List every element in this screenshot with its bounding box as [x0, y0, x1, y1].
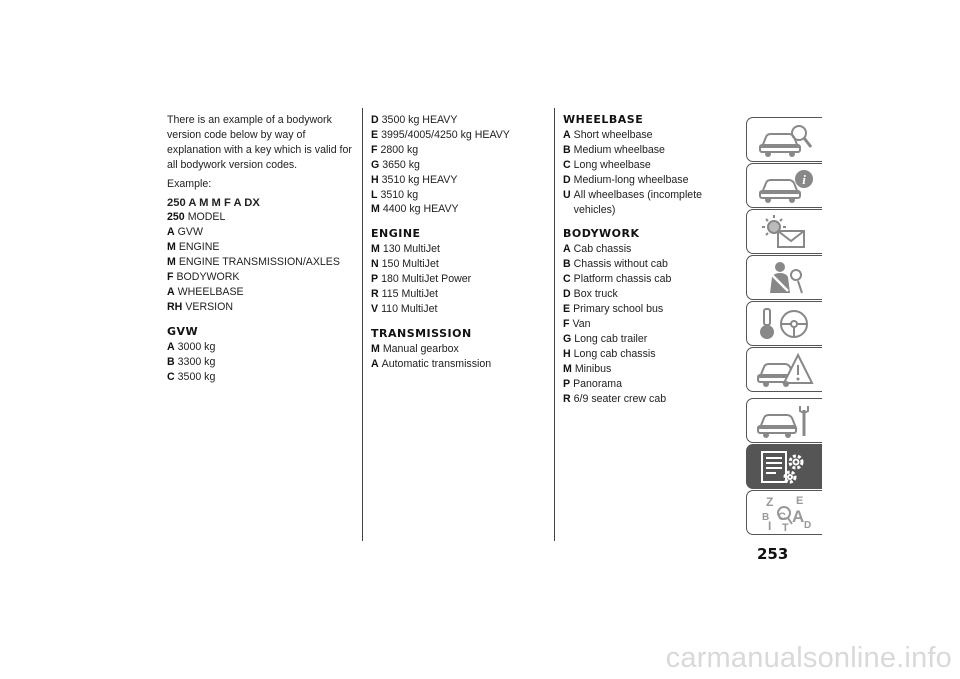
key-value: 2800 kg [380, 143, 419, 156]
key-value: Box truck [573, 288, 618, 301]
key-value: 115 MultiJet [381, 288, 438, 301]
key-value: ENGINE TRANSMISSION/AXLES [178, 256, 340, 269]
key-value: Medium-long wheelbase [573, 173, 689, 186]
engine-heading: ENGINE [371, 227, 421, 241]
gvw-list [167, 340, 353, 385]
index-letter: E [795, 494, 803, 507]
key-letter: M [563, 362, 572, 375]
key-letter: U [563, 188, 571, 201]
list-item [563, 392, 741, 407]
list-item [563, 287, 741, 302]
key-letter: L [371, 188, 378, 201]
list-item [371, 257, 549, 272]
key-letter: G [563, 332, 572, 345]
tab-specs[interactable] [746, 444, 822, 489]
key-value: 180 MultiJet Power [381, 273, 472, 286]
key-value: Manual gearbox [382, 342, 459, 355]
transmission-heading: TRANSMISSION [371, 326, 472, 340]
key-value: Van [572, 317, 591, 330]
wheelbase-list [563, 128, 741, 217]
list-item [371, 302, 549, 317]
key-value: 150 MultiJet [381, 258, 439, 271]
list-item [563, 257, 741, 272]
key-value: 3000 kg [177, 340, 216, 353]
wheelbase-heading: WHEELBASE [563, 113, 644, 126]
key-value: Short wheelbase [573, 129, 653, 141]
key-letter: E [371, 128, 379, 141]
watermark: carmanualsonline.info [665, 642, 952, 674]
key-letter: M [167, 256, 176, 269]
list-item [563, 173, 741, 188]
warning-lights-icon [754, 213, 816, 251]
key-value: VERSION [185, 300, 233, 313]
engine-list [371, 242, 549, 317]
list-item [167, 225, 353, 240]
key-value: 3995/4005/4250 kg HEAVY [381, 128, 510, 141]
gvw-list-continued [371, 113, 549, 217]
bodywork-heading: BODYWORK [563, 227, 640, 241]
key-letter: RH [167, 300, 183, 313]
key-letter: A [167, 285, 175, 298]
index-letter: A [791, 506, 804, 526]
key-letter: R [371, 288, 379, 301]
bodywork-list [563, 242, 741, 406]
list-item [371, 158, 549, 173]
gvw-heading: GVW [167, 324, 199, 338]
list-item [167, 240, 353, 255]
tab-car-wrench[interactable] [746, 398, 822, 443]
car-hazard-icon [754, 351, 816, 389]
key-letter: F [167, 271, 174, 284]
list-item [563, 317, 741, 332]
index-letter: B [761, 511, 769, 523]
key-letter: R [563, 392, 571, 405]
tab-warning-lights[interactable] [746, 209, 822, 254]
list-item [371, 202, 549, 217]
tab-car-search[interactable] [746, 117, 822, 162]
key-letter: N [371, 258, 379, 271]
key-letter: B [167, 355, 175, 368]
key-letter: M [371, 203, 380, 216]
key-value: 130 MultiJet [382, 243, 440, 256]
tab-car-hazard[interactable] [746, 347, 822, 392]
key-value: 3510 kg [380, 188, 419, 201]
index-letter: I [767, 518, 771, 532]
list-item [563, 128, 741, 143]
list-item [371, 128, 549, 143]
key-value: WHEELBASE [177, 285, 244, 298]
seatbelt-person-icon [754, 259, 816, 297]
code-key-list [167, 210, 353, 314]
key-letter: F [563, 317, 570, 330]
key-value: Primary school bus [573, 303, 664, 316]
column-1 [167, 113, 353, 385]
key-value: Chassis without cab [573, 258, 668, 271]
key-value: Platform chassis cab [573, 273, 672, 286]
list-item [563, 272, 741, 287]
column-2 [371, 113, 549, 372]
specs-gears-icon [754, 448, 816, 486]
key-value: Long wheelbase [573, 158, 651, 171]
key-value: 3510 kg HEAVY [381, 173, 458, 186]
list-item [563, 347, 741, 362]
car-info-icon [754, 167, 816, 205]
key-letter: H [563, 347, 571, 360]
list-item [371, 173, 549, 188]
car-wrench-icon [754, 402, 816, 440]
key-letter: H [371, 173, 379, 186]
tab-car-info[interactable] [746, 163, 822, 208]
key-letter: A [167, 340, 175, 353]
list-item [371, 272, 549, 287]
key-value: Panorama [573, 377, 622, 390]
key-letter: A [167, 226, 175, 239]
intro-text: There is an example of a bodywork version code below by way of explanation with a key which is valid for all bodywork version codes. [167, 114, 352, 171]
key-value: 110 MultiJet [381, 302, 438, 315]
list-item [167, 255, 353, 270]
list-item [563, 377, 741, 392]
list-item [167, 285, 353, 300]
index-letter: D [803, 519, 811, 531]
key-letter: E [563, 303, 571, 316]
key-value: 3500 kg [177, 370, 216, 383]
index-letter: T [781, 521, 789, 532]
key-letter: F [371, 143, 378, 156]
key-value: ENGINE [178, 241, 220, 254]
example-code: 250 A M M F A DX [167, 196, 260, 209]
key-value: 3300 kg [177, 355, 216, 368]
key-letter: P [563, 377, 571, 390]
index-letter: C [777, 510, 786, 523]
key-letter: A [563, 243, 571, 256]
key-value: 3650 kg [382, 158, 420, 171]
key-value: Automatic transmission [381, 357, 492, 370]
transmission-list [371, 342, 549, 372]
svg-text:i: i [801, 171, 806, 187]
tab-index[interactable] [746, 490, 822, 535]
key-value: Minibus [574, 362, 612, 375]
key-letter: B [563, 258, 571, 271]
list-item [563, 242, 741, 257]
key-letter: G [371, 158, 380, 171]
index-letter: Z [765, 494, 773, 509]
key-value: 3500 kg HEAVY [381, 114, 458, 126]
key-letter: C [563, 273, 571, 286]
key-value: GVW [177, 226, 203, 239]
list-item [371, 287, 549, 302]
list-item [167, 300, 353, 315]
list-item [563, 188, 741, 218]
column-divider [362, 108, 363, 541]
list-item [563, 143, 741, 158]
list-item [371, 113, 549, 128]
list-item [371, 342, 549, 357]
column-divider [554, 108, 555, 541]
tab-key-steering[interactable] [746, 301, 822, 346]
list-item [371, 242, 549, 257]
key-value: MODEL [187, 211, 226, 224]
key-value: All wheelbases (incomplete vehicles) [573, 188, 703, 216]
key-value: Cab chassis [573, 243, 632, 256]
example-label: Example: [167, 177, 212, 190]
list-item [167, 270, 353, 285]
key-steering-wheel-icon [754, 305, 816, 343]
car-search-icon [754, 121, 816, 159]
key-letter: B [563, 143, 571, 156]
list-item [167, 355, 353, 370]
list-item [371, 188, 549, 203]
key-value: Long cab trailer [574, 332, 648, 345]
key-value: Medium wheelbase [573, 143, 665, 156]
key-value: 6/9 seater crew cab [573, 392, 667, 405]
list-item [563, 362, 741, 377]
key-letter: P [371, 273, 379, 286]
key-letter: M [167, 241, 176, 254]
key-letter: 250 [167, 211, 185, 224]
list-item [167, 210, 353, 225]
key-letter: M [371, 342, 380, 355]
list-item [563, 302, 741, 317]
key-letter: M [371, 243, 380, 256]
key-letter: C [167, 370, 175, 383]
list-item [167, 370, 353, 385]
list-item [371, 357, 549, 372]
list-item [371, 143, 549, 158]
key-value: BODYWORK [176, 271, 240, 284]
list-item [167, 340, 353, 355]
key-letter: D [563, 173, 571, 186]
key-letter: A [563, 129, 571, 141]
index-letters-icon [754, 494, 816, 532]
key-letter: A [371, 357, 379, 370]
key-value: Long cab chassis [573, 347, 656, 360]
list-item [563, 158, 741, 173]
key-letter: D [563, 288, 571, 301]
key-letter: C [563, 158, 571, 171]
column-3 [563, 113, 741, 406]
key-value: 4400 kg HEAVY [382, 203, 459, 216]
list-item [563, 332, 741, 347]
key-letter: V [371, 302, 379, 315]
tab-seatbelt[interactable] [746, 255, 822, 300]
page-number: 253 [757, 545, 789, 563]
key-letter: D [371, 114, 379, 126]
